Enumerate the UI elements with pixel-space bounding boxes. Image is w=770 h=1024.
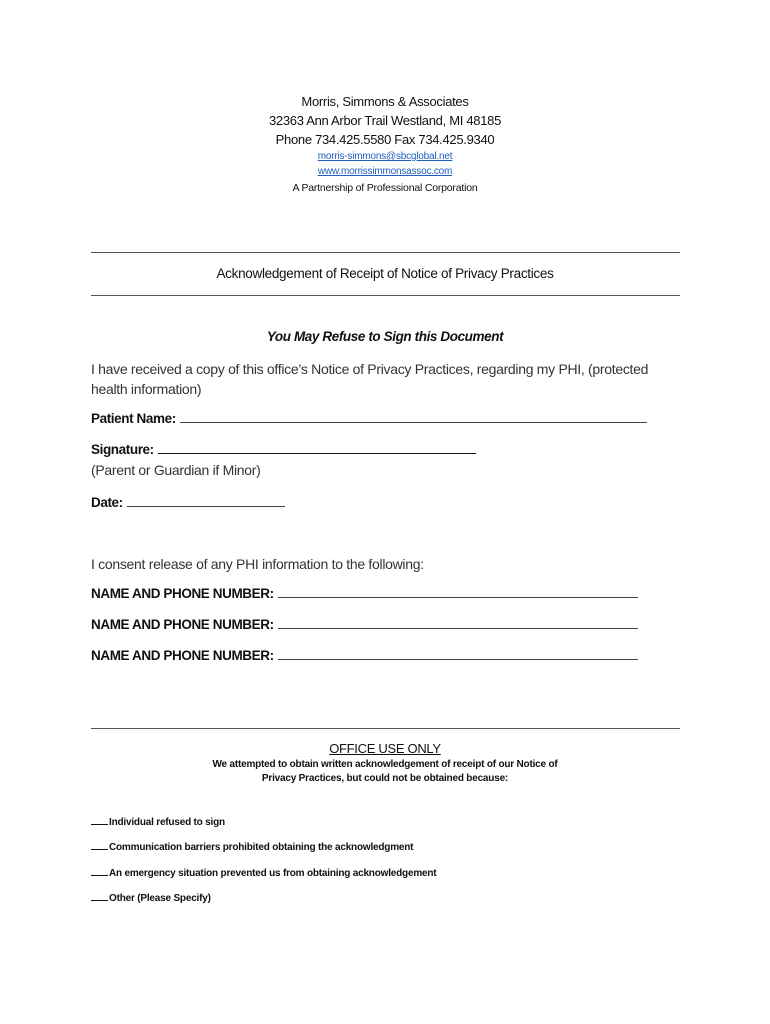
refuse-notice: You May Refuse to Sign this Document xyxy=(266,329,504,344)
email-link[interactable]: morris-simmons@sbcglobal.net xyxy=(317,151,453,162)
reason-label: Communication barriers prohibited obtaining the acknowledgment xyxy=(109,842,414,853)
firm-tagline: A Partnership of Professional Corporation xyxy=(292,182,478,194)
patient-name-label: Patient Name: xyxy=(91,411,176,426)
reason-checkbox[interactable] xyxy=(91,840,108,850)
reason-emergency[interactable] xyxy=(91,866,436,879)
receipt-statement: I have received a copy of this office’s Notice of Privacy Practices, regarding my PHI, (protected health information) xyxy=(91,361,649,397)
reason-other[interactable] xyxy=(91,891,211,904)
date-field[interactable] xyxy=(91,494,285,510)
reason-label: Individual refused to sign xyxy=(109,817,225,828)
reason-refused[interactable] xyxy=(91,815,225,828)
office-use-description-2: Privacy Practices, but could not be obtained because: xyxy=(261,773,509,784)
office-use-title: OFFICE USE ONLY xyxy=(329,741,441,756)
signature-input[interactable] xyxy=(158,441,476,454)
reason-checkbox[interactable] xyxy=(91,866,108,876)
reason-checkbox[interactable] xyxy=(91,815,108,825)
signature-label: Signature: xyxy=(91,442,154,457)
contact-label: NAME AND PHONE NUMBER: xyxy=(91,617,274,632)
contact-field-1[interactable] xyxy=(91,585,638,601)
patient-name-input[interactable] xyxy=(180,410,647,423)
document-title: Acknowledgement of Receipt of Notice of Privacy Practices xyxy=(216,266,554,281)
reason-label: Other (Please Specify) xyxy=(109,893,211,904)
consent-statement: I consent release of any PHI information to the following: xyxy=(91,556,424,572)
divider-title-bottom xyxy=(91,295,680,296)
contact-label: NAME AND PHONE NUMBER: xyxy=(91,586,274,601)
reason-label: An emergency situation prevented us from obtaining acknowledgement xyxy=(109,868,437,879)
signature-field[interactable] xyxy=(91,441,476,457)
date-label: Date: xyxy=(91,495,123,510)
contact-input-1[interactable] xyxy=(278,585,638,598)
firm-address: 32363 Ann Arbor Trail Westland, MI 48185 xyxy=(268,113,502,128)
contact-label: NAME AND PHONE NUMBER: xyxy=(91,648,274,663)
divider-top xyxy=(91,252,680,253)
date-input[interactable] xyxy=(127,494,285,507)
firm-name: Morris, Simmons & Associates xyxy=(301,94,469,109)
patient-name-field[interactable] xyxy=(91,410,647,426)
contact-input-3[interactable] xyxy=(278,647,638,660)
reason-checkbox[interactable] xyxy=(91,891,108,901)
contact-field-2[interactable] xyxy=(91,616,638,632)
contact-input-2[interactable] xyxy=(278,616,638,629)
firm-phone-fax: Phone 734.425.5580 Fax 734.425.9340 xyxy=(275,132,495,147)
contact-field-3[interactable] xyxy=(91,647,638,663)
website-link[interactable]: www.morrissimmonsassoc.com xyxy=(317,166,453,177)
divider-office-use xyxy=(91,728,680,729)
signature-note: (Parent or Guardian if Minor) xyxy=(91,462,261,478)
office-use-description-1: We attempted to obtain written acknowledgement of receipt of our Notice of xyxy=(212,759,558,770)
reason-communication-barriers[interactable] xyxy=(91,840,413,853)
